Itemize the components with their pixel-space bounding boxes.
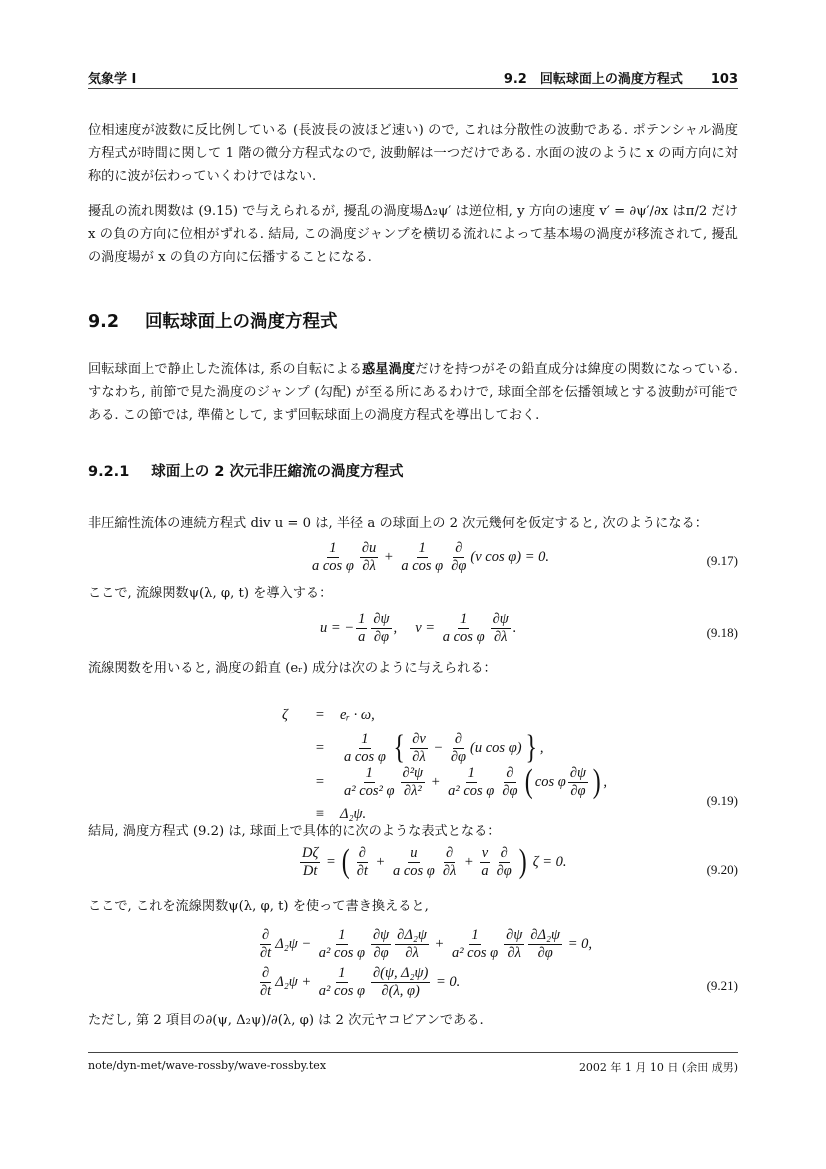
denominator: a² cos φ [318,983,365,999]
subsection-title: 球面上の 2 次元非圧縮流の渦度方程式 [151,464,404,480]
numerator: ∂v [412,730,426,747]
equation-9-21-line1 [256,928,592,961]
footer-date-author: 2002 年 1 月 10 日 (余田 成男) [578,1061,738,1074]
fraction [342,766,397,799]
denominator: a cos φ [442,629,485,645]
denominator: ∂t [260,983,272,999]
denominator: ∂λ [362,558,376,574]
numerator: ∂ [262,927,270,943]
running-header [88,66,738,89]
numerator: u [410,844,418,861]
numerator: ∂ψ [506,927,523,943]
numerator: ∂ [500,844,508,861]
numerator: ∂ψ [373,927,390,943]
denominator: ∂φ [496,862,512,879]
fraction [342,732,388,765]
section-heading [88,308,338,333]
equation-row [282,700,607,731]
numerator: ∂²ψ [402,764,424,781]
text-line: ここで, これを流線関数ψ(λ, φ, t) を使って書き換えると, [88,899,429,914]
fraction [528,928,562,961]
text-line: 流線関数を用いると, 渦度の鉛直 (eᵣ) 成分は次のように与えられる： [88,661,497,676]
fraction [317,928,367,961]
numerator: 1 [338,927,346,943]
page-footer [88,1052,738,1072]
paragraph-dispersion: 位相速度が波数に反比例している (長波長の波ほど速い) ので, これは分散性の波動である. ポテンシャル渦度方程式が時間に関して 1 階の微分方程式なので, 波動解は一つだけである. 水面の波のように x の両方向に対称的に波が伝わっていくわけではない. [88,123,738,184]
big-delimiter: ) [592,763,601,800]
paragraph-intro [88,358,738,427]
fraction [356,612,367,645]
fraction [391,846,437,879]
equation-rhs [340,765,607,799]
big-delimiter: ) [518,843,527,880]
equation-tag: (9.21) [706,978,738,993]
math-text: = [322,853,340,870]
equation-relation: ≡ [315,806,325,822]
denominator: a² cos² φ [344,782,395,799]
equation-lhs [282,731,300,762]
equation-rhs [340,700,607,731]
fraction [317,966,367,999]
big-delimiter: } [524,729,537,766]
math-text: , [603,773,607,790]
math-text: = 0, [564,936,592,952]
fraction [300,846,320,879]
fraction [450,928,500,961]
numerator: ∂ψ [569,764,586,781]
denominator: a cos φ [344,748,386,765]
numerator: ∂ [358,844,366,861]
big-delimiter: { [393,729,405,766]
numerator: 1 [361,730,369,747]
fraction [504,928,524,961]
numerator: Dζ [302,844,319,861]
math-text: − [429,739,447,756]
math [340,731,607,765]
denominator: ∂φ [451,558,467,574]
denominator: a² cos φ [448,782,495,799]
denominator: ∂φ [373,945,389,961]
fraction [446,766,496,799]
equation-lhs [282,765,300,796]
subsection-number: 9.2.1 [88,464,130,480]
fraction [399,541,445,574]
denominator: ∂φ [502,782,518,799]
section-title: 回転球面上の渦度方程式 [145,312,338,332]
math-text: Δ₂ψ + [275,974,315,990]
fraction [449,732,468,765]
equation-relation: = [315,707,325,723]
header-book-title: 気象学 I [88,72,137,87]
equation-lhs: ζ [282,707,288,723]
numerator: 1 [460,611,468,627]
section-number: 9.2 [88,312,120,332]
math-text: (u cos φ) [470,739,522,756]
denominator: a cos φ [401,558,444,574]
numerator: 1 [338,965,346,981]
math-text: + [460,853,478,870]
denominator: ∂φ [450,748,467,765]
numerator: 1 [358,611,366,627]
numerator: 1 [467,764,475,781]
numerator: ∂ [445,844,454,861]
fraction [360,541,378,574]
equation-row [282,765,607,799]
numerator: ∂ [506,764,514,781]
fraction [371,928,391,961]
text-line: ここで, 流線関数ψ(λ, φ, t) を導入する： [88,586,333,601]
subsection-heading [88,460,403,481]
equation-9-18 [320,612,516,645]
denominator: a cos φ [392,862,435,879]
equation-relation: = [315,739,325,756]
math-text: + [380,549,398,565]
text-line: ただし, 第 2 項目の∂(ψ, Δ₂ψ)/∂(λ, φ) は 2 次元ヤコビアンである. [88,1013,484,1028]
math-text: u = − [320,620,355,636]
math-text: ζ = 0. [529,853,567,870]
numerator: ∂Δ₂ψ [530,927,561,943]
numerator: ∂ [454,730,463,747]
text-line: 非圧縮性流体の連続方程式 div u = 0 は, 半径 a の球面上の 2 次元幾何を仮定すると, 次のようになる： [88,516,708,531]
denominator: ∂φ [537,945,553,961]
fraction [568,766,588,799]
numerator: ∂Δ₂ψ [397,927,427,943]
fraction [479,846,490,879]
math-text: + [427,773,445,790]
equation-row [282,731,607,765]
big-delimiter: ( [524,763,533,800]
math-text: + [371,853,389,870]
numerator: 1 [329,540,337,556]
math-text: , [539,739,544,756]
numerator: 1 [365,764,373,781]
equation-9-17 [308,541,549,574]
math-text: Δ₂ψ. [340,806,367,822]
denominator: ∂λ [507,945,521,961]
numerator: ∂u [361,540,377,556]
math-text: . [512,620,517,636]
fraction [441,846,458,879]
equation-tag: (9.17) [706,553,738,568]
numerator: 1 [418,540,426,556]
fraction [355,846,370,879]
math-text: , v = [393,620,439,636]
fraction [258,966,273,999]
math-text: (v cos φ) = 0. [470,549,549,565]
page-number: 103 [710,72,738,87]
math-text: Δ₂ψ − [275,936,315,952]
fraction [371,612,391,645]
fraction [371,966,430,999]
fraction [495,846,514,879]
fraction [258,928,273,961]
denominator: ∂λ [493,629,508,645]
denominator: ∂λ [405,945,419,961]
math-text: eᵣ · ω, [340,707,375,723]
text: だけを持つがその鉛直成分は緯度の関数になっている. すなわち, 前節で見た渦度のジャンプ (勾配) が至る所にあるわけで, 球面全部を伝播領域とする波動が可能である. この節では, 準備として, まず回転球面上の渦度方程式を導出しておく. [88,362,738,423]
denominator: a [481,862,489,879]
denominator: a [358,629,366,645]
fraction [410,732,428,765]
numerator: 1 [471,927,479,943]
header-section: 9.2 回転球面上の渦度方程式 [503,72,683,87]
fraction [310,541,356,574]
fraction [441,612,487,645]
numerator: ∂ [262,965,270,981]
numerator: ∂ψ [492,611,509,627]
math-text: + [430,936,448,952]
equation-tag: (9.19) [706,793,738,808]
denominator: a cos φ [312,558,354,574]
denominator: ∂t [356,862,368,879]
equation-tag: (9.20) [706,862,738,877]
denominator: ∂λ [412,748,426,765]
fraction [500,766,519,799]
denominator: a² cos φ [318,945,365,961]
denominator: a² cos φ [451,945,499,961]
denominator: ∂t [260,945,272,961]
equation-tag: (9.18) [706,625,738,640]
fraction [449,541,468,574]
text: 回転球面上で静止した流体は, 系の自転による [88,362,363,377]
math [340,765,607,799]
equation-9-21-line2 [256,966,460,999]
numerator: ∂ψ [373,611,390,627]
numerator: ∂ [455,540,463,556]
equation-relation: = [315,773,325,790]
equation-9-19 [282,700,607,830]
math-text: cos φ [534,773,566,790]
numerator: v [481,844,489,861]
bold-term: 惑星渦度 [362,362,416,377]
denominator: ∂λ² [403,782,422,799]
big-delimiter: ( [342,843,351,880]
math-text: = 0. [432,974,461,990]
numerator: ∂(ψ, Δ₂ψ) [373,965,429,981]
denominator: Dt [302,862,318,879]
denominator: ∂φ [373,629,389,645]
text-line: 結局, 渦度方程式 (9.2) は, 球面上で具体的に次のような表式となる： [88,824,501,839]
fraction [395,928,429,961]
equation-rhs [340,731,607,765]
fraction [491,612,511,645]
denominator: ∂λ [442,862,457,879]
fraction [401,766,426,799]
footer-file-path: note/dyn-met/wave-rossby/wave-rossby.tex [88,1059,327,1072]
denominator: ∂φ [570,782,586,799]
equation-9-20 [298,845,567,879]
paragraph-disturbance: 擾乱の流れ関数は (9.15) で与えられるが, 擾乱の渦度場Δ₂ψ′ は逆位相, y 方向の速度 v′ = ∂ψ′/∂x はπ/2 だけ x の負の方向に位相がずれる. 結局, この渦度ジャンプを横切る流れによって基本場の渦度が移流されて, 擾乱の渦度場が x の負の方向に伝播することになる. [88,204,738,265]
math [340,707,607,724]
denominator: ∂(λ, φ) [381,983,420,999]
